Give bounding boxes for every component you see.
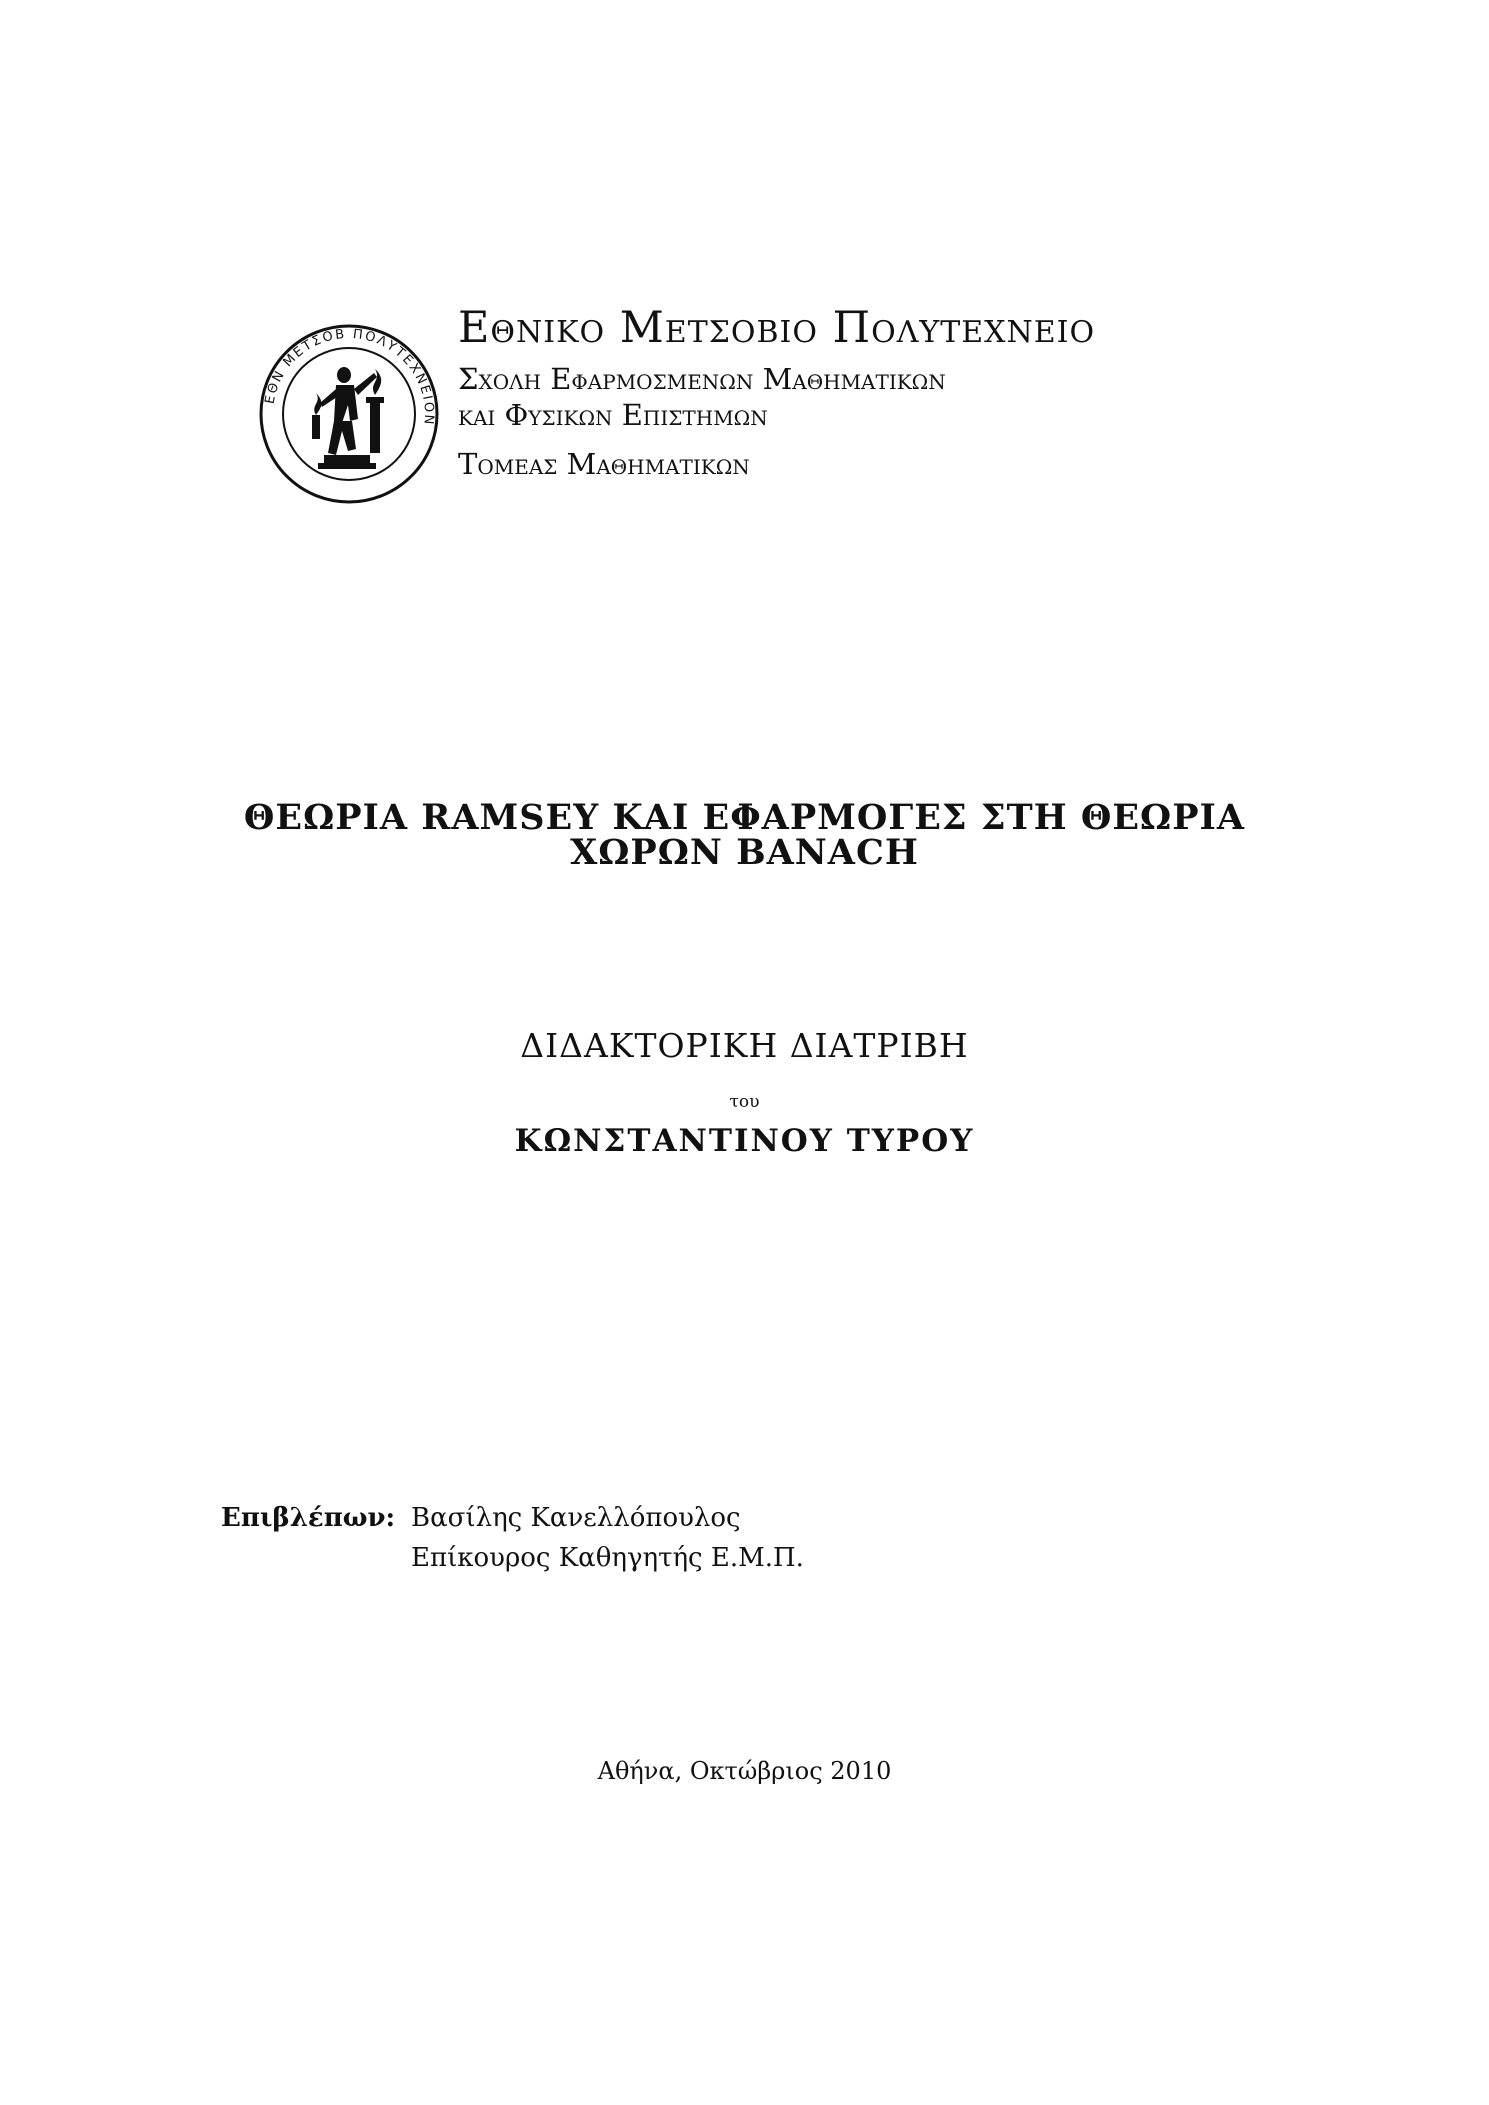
place-date: Αθήνα, Οκτώβριος 2010 bbox=[597, 1757, 892, 1785]
author-name: ΚΩΝΣΤΑΝΤΙΝΟΥ ΤΥΡΟΥ bbox=[514, 1123, 975, 1159]
school-line-1: Σχολη Εφαρμοσμενων Μαθηματικων bbox=[458, 362, 946, 396]
ntua-seal-icon bbox=[258, 323, 440, 505]
department-name: Τομεας Μαθηματικων bbox=[458, 447, 750, 481]
thesis-type: ΔΙΔΑΚΤΟΡΙΚΗ ΔΙΑΤΡΙΒΗ bbox=[520, 1026, 969, 1065]
title-line-1: ΘΕΩΡΙΑ RAMSEY ΚΑΙ ΕΦΑΡΜΟΓΕΣ ΣΤΗ ΘΕΩΡΙΑ bbox=[243, 797, 1246, 838]
supervisor-label: Επιβλέπων: bbox=[221, 1503, 396, 1533]
supervisor-name: Βασίλης Κανελλόπουλος bbox=[411, 1503, 741, 1533]
university-name: Εθνικο Μετσοβιο Πολυτεχνειο bbox=[458, 303, 1096, 353]
by-word: του bbox=[729, 1092, 760, 1112]
title-line-2: ΧΩΡΩΝ BANACH bbox=[570, 832, 919, 873]
school-name bbox=[458, 361, 1095, 433]
thesis-title bbox=[0, 797, 1489, 873]
supervisor-role: Επίκουρος Καθηγητής Ε.Μ.Π. bbox=[411, 1543, 804, 1573]
institution-header bbox=[258, 303, 1258, 503]
school-line-2: και Φυσικων Επιστημων bbox=[458, 398, 768, 432]
svg-text:ΕΘΝ ΜΕΤΣΟΒ ΠΟΛΥΤΕΧΝΕΙΟΝ: ΕΘΝ ΜΕΤΣΟΒ ΠΟΛΥΤΕΧΝΕΙΟΝ bbox=[262, 326, 437, 427]
institution-text bbox=[458, 303, 1095, 481]
